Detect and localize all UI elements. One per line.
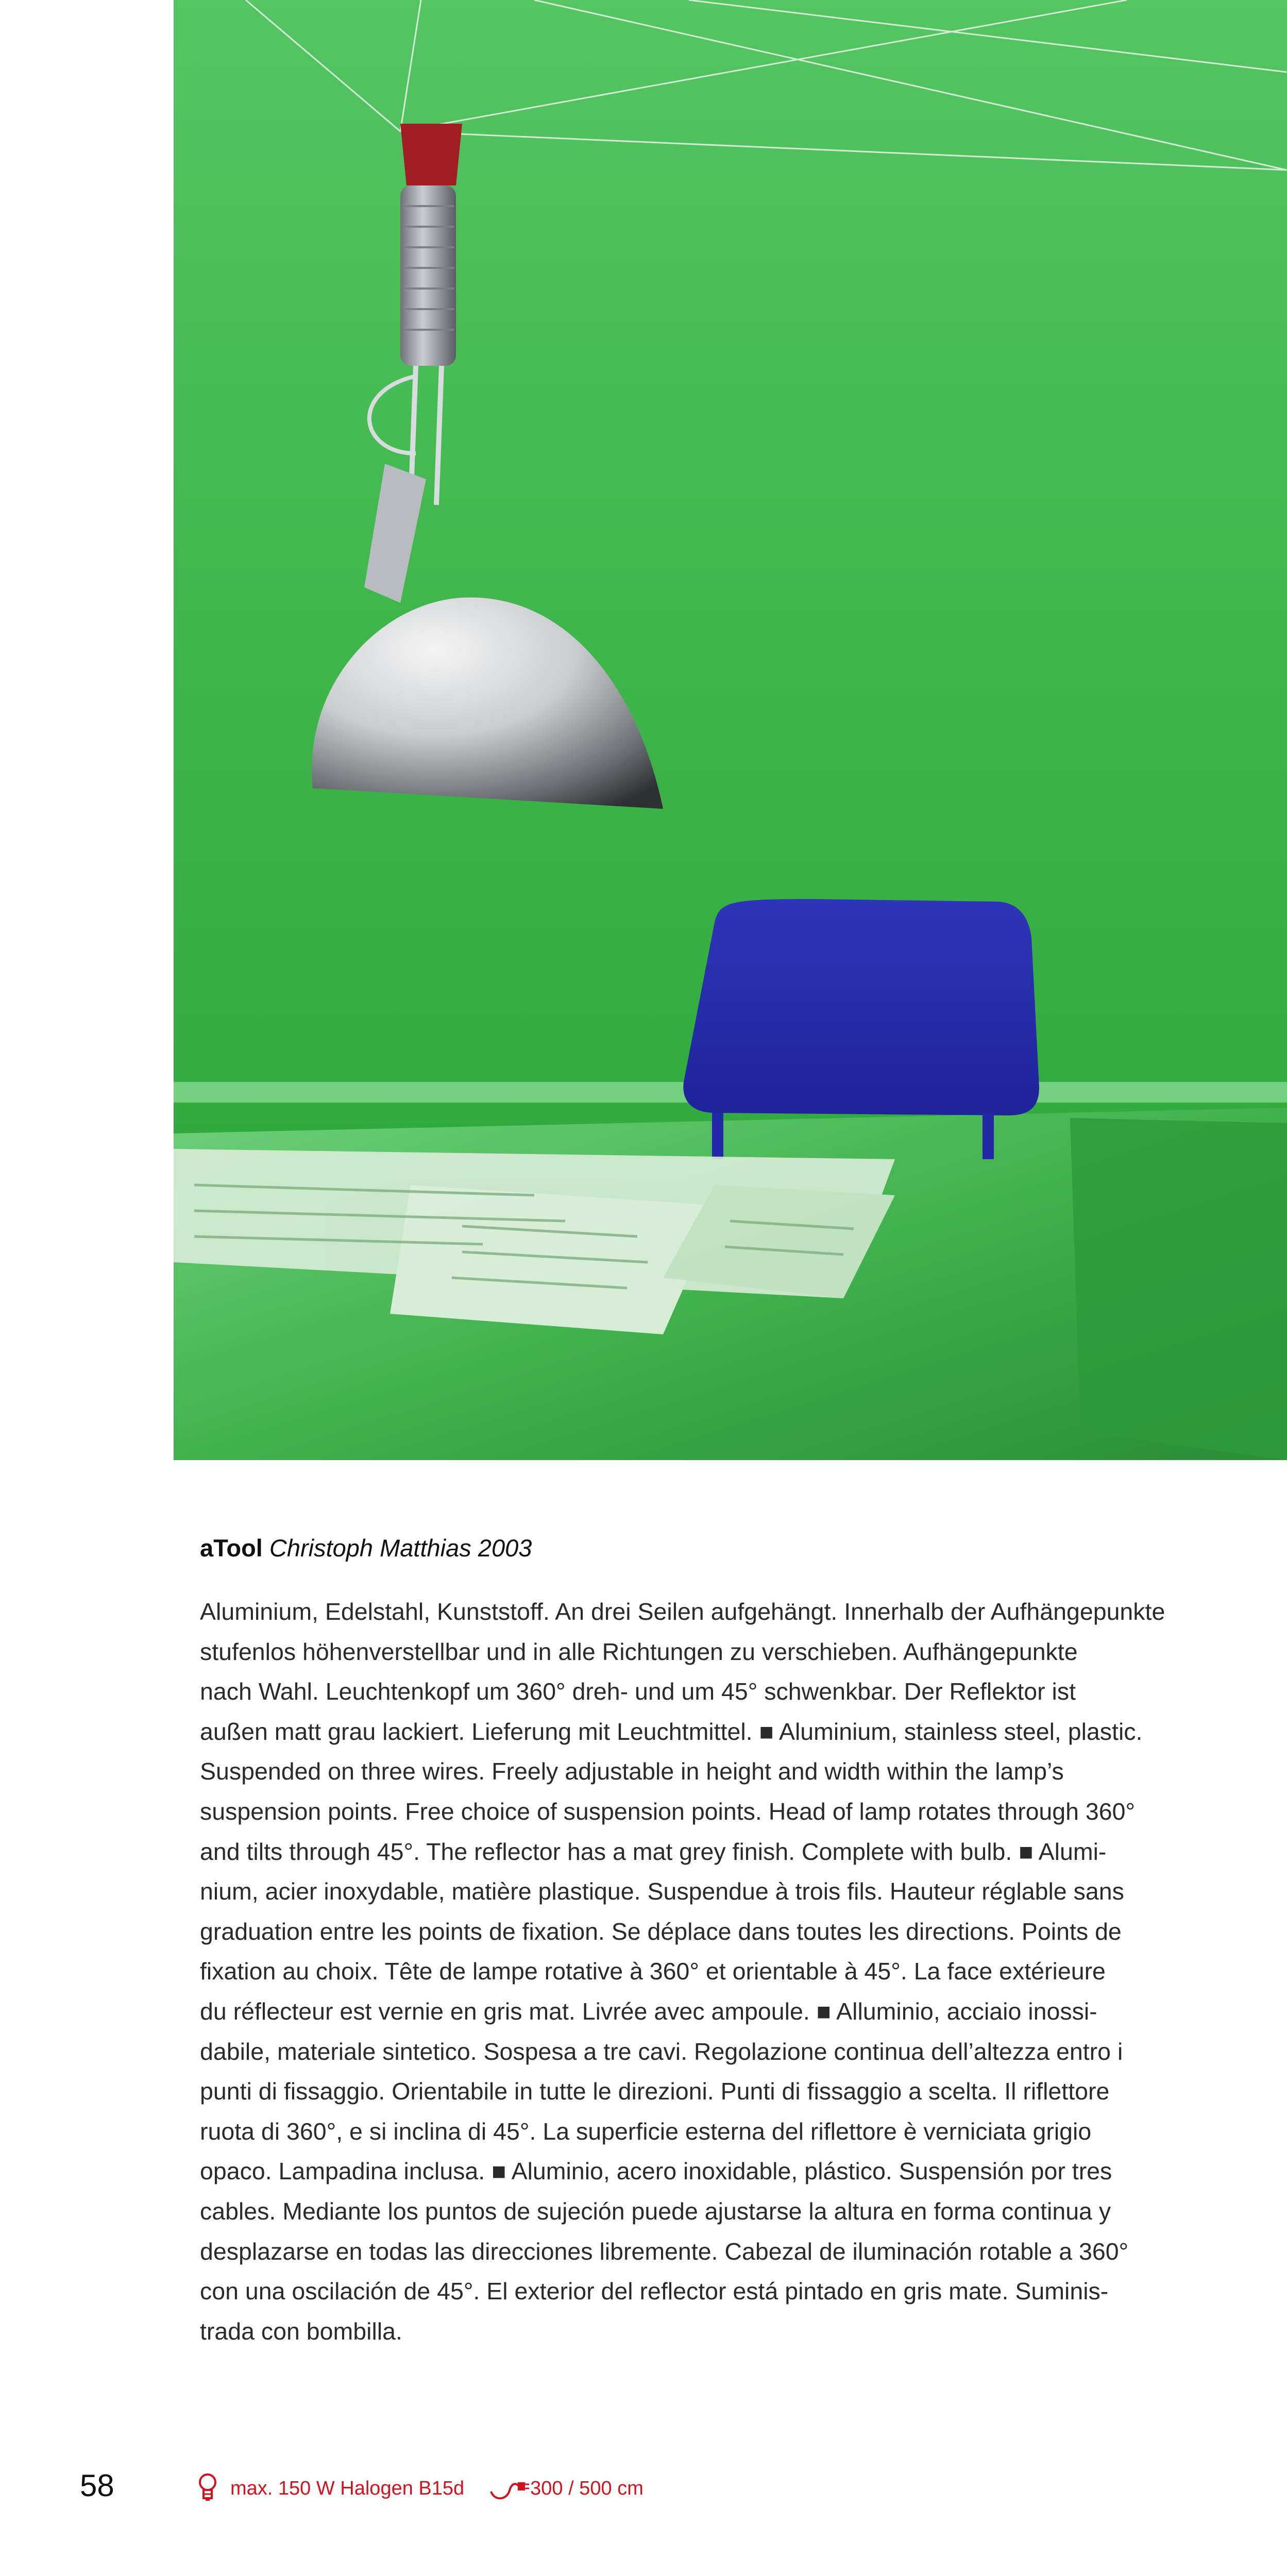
description-line: nium, acier inoxydable, matière plastique. Suspendue à trois fils. Hauteur réglable sans [200, 1878, 1124, 1905]
description-line: and tilts through 45°. The reflector has a mat grey finish. Complete with bulb. ■ Alumi- [200, 1838, 1107, 1865]
description-line: punti di fissaggio. Orientabile in tutte le direzioni. Punti di fissaggio a scelta. Il riflettore [200, 2078, 1110, 2105]
product-photo [174, 0, 1287, 1460]
description-line: desplazarse en todas las direcciones libremente. Cabezal de iluminación rotable a 360° [200, 2238, 1129, 2265]
description-line: stufenlos höhenverstellbar und in alle Richtungen zu verschieben. Aufhängepunkte [200, 1638, 1078, 1665]
product-title [200, 1533, 532, 1564]
description-line: dabile, materiale sintetico. Sospesa a tre cavi. Regolazione continua dell’altezza entro i [200, 2038, 1123, 2065]
description-line: graduation entre les points de fixation. Se déplace dans toutes les directions. Points de [200, 1918, 1122, 1945]
bulb-spec: max. 150 W Halogen B15d [230, 2477, 465, 2499]
description-line: außen matt grau lackiert. Lieferung mit Leuchtmittel. ■ Aluminium, stainless steel, plastic. [200, 1718, 1143, 1745]
description-line: fixation au choix. Tête de lampe rotative à 360° et orientable à 45°. La face extérieure [200, 1958, 1106, 1985]
description-line: con una oscilación de 45°. El exterior del reflector está pintado en gris mate. Suminis- [200, 2278, 1109, 2305]
description-line: cables. Mediante los puntos de sujeción puede ajustarse la altura en forma continua y [200, 2197, 1111, 2225]
page-number: 58 [80, 2468, 114, 2503]
description-line: du réflecteur est vernie en gris mat. Livrée avec ampoule. ■ Alluminio, acciaio inossi- [200, 1997, 1097, 2025]
light-bulb-icon [197, 2473, 218, 2504]
description-line: nach Wahl. Leuchtenkopf um 360° dreh- und um 45° schwenkbar. Der Reflektor ist [200, 1678, 1076, 1705]
lamp-scene-illustration [174, 0, 1287, 1460]
description-line: Suspended on three wires. Freely adjustable in height and width within the lamp’s [200, 1758, 1064, 1785]
designer-year: Christoph Matthias 2003 [269, 1534, 532, 1562]
description-line: Aluminium, Edelstahl, Kunststoff. An drei Seilen aufgehängt. Innerhalb der Aufhängepunkte [200, 1598, 1165, 1625]
product-name: aTool [200, 1534, 263, 1562]
cable-spec: 300 / 500 cm [530, 2477, 644, 2499]
product-description [200, 1592, 1189, 2351]
footer-specs [197, 2473, 644, 2504]
description-line: opaco. Lampadina inclusa. ■ Aluminio, acero inoxidable, plástico. Suspensión por tres [200, 2158, 1112, 2185]
description-line: suspension points. Free choice of suspension points. Head of lamp rotates through 360° [200, 1798, 1136, 1825]
cable-icon [489, 2473, 530, 2504]
description-line: ruota di 360°, e si inclina di 45°. La superficie esterna del riflettore è verniciata grigio [200, 2117, 1092, 2145]
description-line: trada con bombilla. [200, 2317, 402, 2345]
